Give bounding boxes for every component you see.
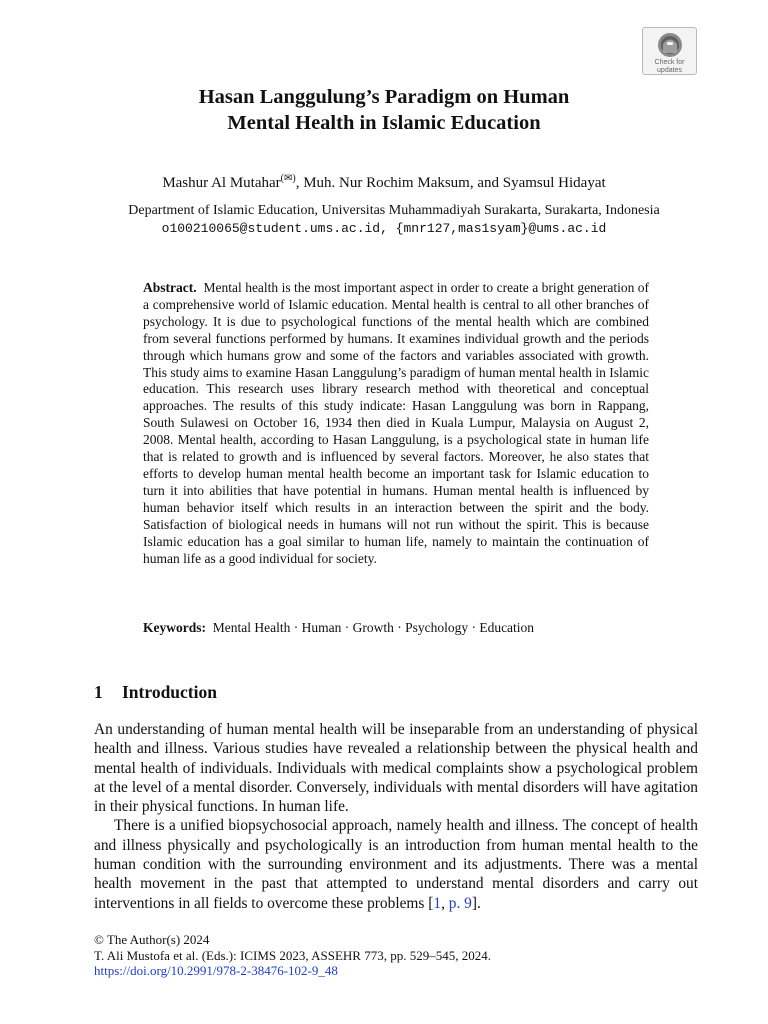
abstract-text: Mental health is the most important aspect in order to create a bright generation of a comprehensive world of Islamic education. Mental health is central to all other branches of psychology. It is due to psychological functions of the mental health which are combined from several functions performed by humans. It examines individual growth and the periods through which humans grow and some of the factors and variables associated with growth. This study aims to examine Hasan Langgulung’s paradigm of human mental health in Islamic education. This research uses library research method with theoretical and conceptual approaches. The results of this study indicate: Hasan Langgulung was born in Rappang, South Sulawesi on October 16, 1934 then died in Kuala Lumpur, Malaysia on August 2, 2008. Mental health, according to Hasan Langgulung, is a psychological state in human life that is related to growth and is influenced by several factors. Moreover, he also states that efforts to develop human mental health become an important task for Islamic education to turn it into abilities that have potential in humans. Human mental health is influenced by human behavior itself which results in an interaction between the spirit and the body. Satisfaction of biological needs in humans will not run without the spirit. This is because Islamic education has a goal similar to human life, namely to maintain the continuation of human life as a good individual for society. [143,280,650,566]
author-emails: o100210065@student.ums.ac.id, {mnr127,mas1syam}@ums.ac.id [161,221,607,236]
author-list [0,169,768,193]
badge-label-line1: Check for [654,59,685,66]
body-text [94,720,698,913]
footer [94,932,491,979]
coauthors: , Muh. Nur Rochim Maksum, and Syamsul Hidayat [295,175,606,191]
section-title: Introduction [122,682,217,702]
paragraph-2 [94,816,698,912]
corresponding-author-mark[interactable]: (✉) [280,173,296,184]
paragraph-2-text: There is a unified biopsychosocial approach, namely health and illness. The concept of health and illness physically and psychologically is an introduction from human mental health to the human condition with the surrounding environment and its adjustments. There was a mental health movement in the past that attempted to understand mental disorders and carry out interventions in all fields to overcome these problems [ [94,817,698,912]
keywords-text: Mental Health · Human · Growth · Psychology · Education [212,620,535,635]
paragraph-1: An understanding of human mental health will be inseparable from an understanding of physical health and illness. Various studies have revealed a relationship between the physical health and mental health of individuals. Individuals with medical complaints show a psychological problem at the level of a mental disorder. Conversely, individuals with mental disorders will have agitation in their physical functions. In human life. [94,721,698,816]
check-for-updates-badge[interactable] [642,27,697,75]
citation-link[interactable]: 1 [433,894,442,912]
citation-page-link[interactable]: p. 9 [448,894,472,912]
title-line-2: Mental Health in Islamic Education [227,112,541,134]
doi-link[interactable]: https://doi.org/10.2991/978-2-38476-102-9_48 [94,963,338,978]
affiliation: Department of Islamic Education, Universitas Muhammadiyah Surakarta, Surakarta, Indonesia [128,203,660,218]
title-line-1: Hasan Langgulung’s Paradigm on Human [198,86,570,108]
paper-title [0,84,768,136]
section-number: 1 [94,682,103,702]
abstract-label: Abstract. [143,280,197,295]
citation-end: ]. [471,894,481,912]
abstract [143,280,649,567]
keywords [143,619,649,636]
author-name: Mashur Al Mutahar [162,175,281,191]
badge-label-line2: updates [657,67,682,74]
citation-separator: , [441,894,449,912]
copyright-notice: © The Author(s) 2024 [94,932,210,947]
section-heading [94,680,217,704]
proceedings-citation: T. Ali Mustofa et al. (Eds.): ICIMS 2023, ASSEHR 773, pp. 529–545, 2024. [94,947,491,963]
check-for-updates-icon [657,32,683,58]
keywords-label: Keywords: [143,620,206,635]
